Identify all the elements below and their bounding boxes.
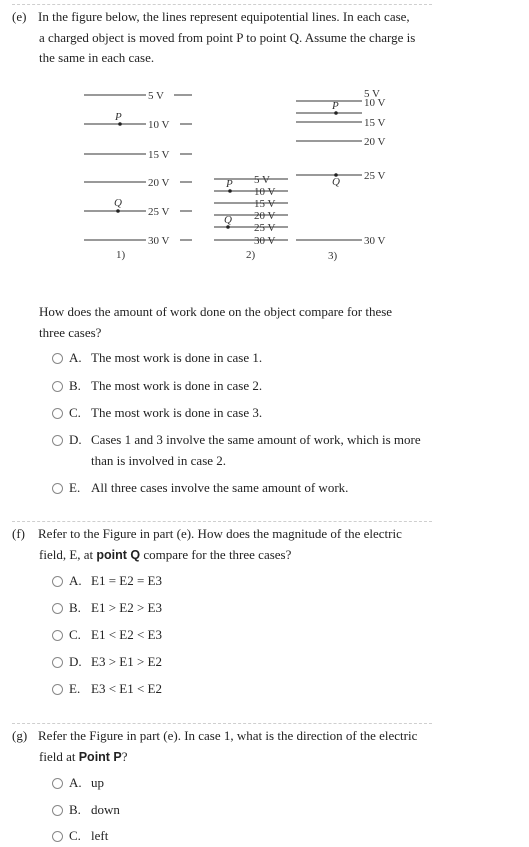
radio-button[interactable]: [52, 576, 63, 587]
question-f-text: (f) Refer to the Figure in part (e). How does the magnitude of the electric field, E, at point Q compare for the three cases?: [12, 526, 402, 562]
question-g-label: (g): [12, 728, 28, 743]
case3-label-20v: 20 V: [364, 136, 386, 148]
case2-label-20v: 20 V: [254, 210, 276, 222]
option-e-e[interactable]: E. All three cases involve the same amount of work.: [52, 478, 432, 499]
case1-label-15v: 15 V: [148, 149, 170, 161]
case1-point-q-label: Q: [114, 197, 122, 209]
option-f-e[interactable]: E. E3 < E1 < E2: [52, 679, 432, 700]
radio-button[interactable]: [52, 657, 63, 668]
option-g-c[interactable]: C. left: [52, 826, 432, 847]
question-g-text: (g) Refer the Figure in part (e). In case 1, what is the direction of the electric field at Point P?: [12, 728, 418, 764]
radio-button[interactable]: [52, 630, 63, 641]
question-e-label: (e): [12, 9, 27, 24]
radio-button[interactable]: [52, 353, 63, 364]
equipotential-figure: [60, 82, 480, 272]
case-2-diagram: [214, 174, 288, 261]
case2-label-10v: 10 V: [254, 186, 276, 198]
option-g-a[interactable]: A. up: [52, 773, 432, 794]
radio-button[interactable]: [52, 603, 63, 614]
case2-label-15v: 15 V: [254, 198, 276, 210]
option-f-b[interactable]: B. E1 > E2 > E3: [52, 598, 432, 619]
option-f-d[interactable]: D. E3 > E1 > E2: [52, 652, 432, 673]
case3-label-10v: 10 V: [364, 97, 386, 109]
case1-label-10v: 10 V: [148, 119, 170, 131]
case-3-diagram: [296, 88, 396, 262]
radio-button[interactable]: [52, 408, 63, 419]
radio-button[interactable]: [52, 483, 63, 494]
case3-point-q-label: Q: [332, 176, 340, 188]
radio-button[interactable]: [52, 381, 63, 392]
case1-point-q-dot: [116, 209, 120, 213]
case3-label-5v: 5 V: [364, 88, 380, 100]
case2-label-30v: 30 V: [254, 235, 276, 247]
case2-label-5v: 5 V: [254, 174, 270, 186]
question-e-prompt: How does the amount of work done on the object compare for these three cases?: [39, 304, 393, 340]
separator-f: [12, 521, 432, 522]
option-e-b[interactable]: B. The most work is done in case 2.: [52, 376, 432, 397]
case1-point-p-label: P: [115, 111, 122, 123]
case1-number: 1): [116, 249, 126, 261]
case3-label-25v: 25 V: [364, 170, 386, 182]
case3-label-15v: 15 V: [364, 117, 386, 129]
case-1-diagram: [84, 89, 192, 261]
option-g-b[interactable]: B. down: [52, 800, 432, 821]
radio-button[interactable]: [52, 831, 63, 842]
case1-label-25v: 25 V: [148, 206, 170, 218]
case2-point-p-label: P: [226, 178, 233, 190]
radio-button[interactable]: [52, 435, 63, 446]
question-f-label: (f): [12, 526, 25, 541]
point-p-bold: Point P: [78, 749, 122, 764]
option-e-c[interactable]: C. The most work is done in case 3.: [52, 403, 432, 424]
radio-button[interactable]: [52, 805, 63, 816]
case1-label-30v: 30 V: [148, 235, 170, 247]
option-f-a[interactable]: A. E1 = E2 = E3: [52, 571, 432, 592]
option-f-c[interactable]: C. E1 < E2 < E3: [52, 625, 432, 646]
separator-top: [12, 4, 432, 5]
case3-number: 3): [328, 250, 338, 262]
case3-point-p-label: P: [332, 100, 339, 112]
case2-label-25v: 25 V: [254, 222, 276, 234]
radio-button[interactable]: [52, 684, 63, 695]
point-q-bold: point Q: [96, 547, 141, 562]
radio-button[interactable]: [52, 778, 63, 789]
option-e-a[interactable]: A. The most work is done in case 1.: [52, 348, 432, 369]
separator-g: [12, 723, 432, 724]
case2-point-q-label: Q: [224, 214, 232, 226]
option-e-d[interactable]: D. Cases 1 and 3 involve the same amount of work, which is more than is involved in case 2.: [52, 430, 432, 471]
case2-number: 2): [246, 249, 256, 261]
question-e-text: (e) In the figure below, the lines represent equipotential lines. In each case, a charged object is moved from point P to point Q. Assume the charge is the same in each case.: [12, 9, 416, 65]
case3-label-30v: 30 V: [364, 235, 386, 247]
case1-label-20v: 20 V: [148, 177, 170, 189]
case1-label-5v: 5 V: [148, 90, 164, 102]
